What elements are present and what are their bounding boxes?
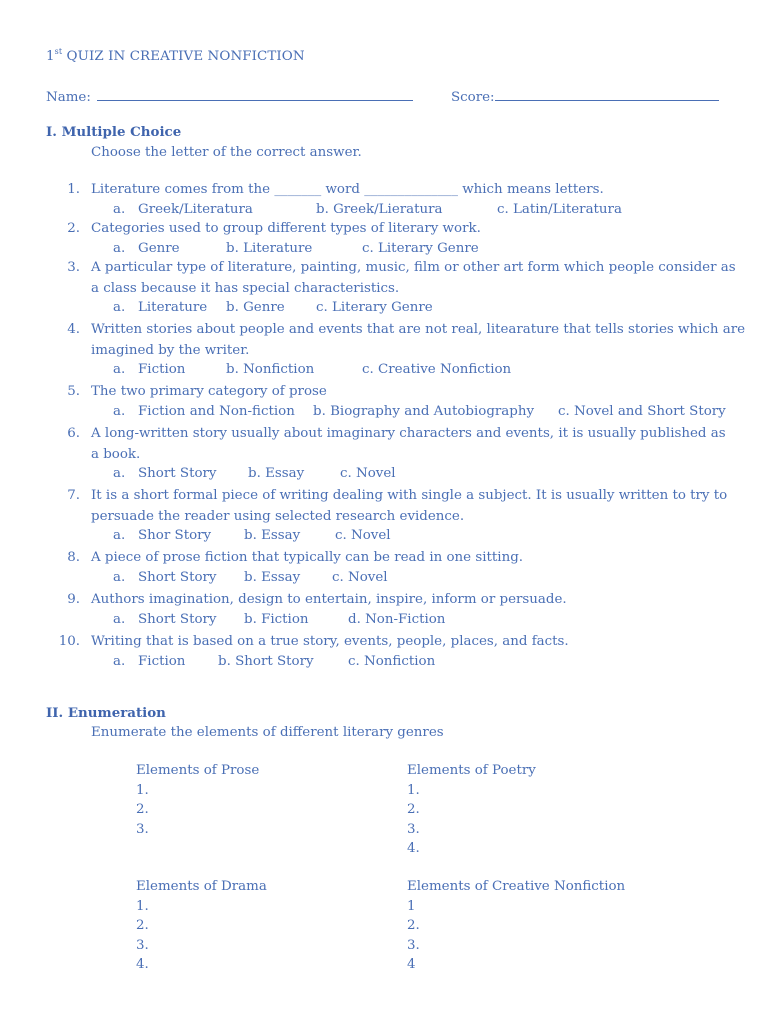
question-text: a class because it has special characteristics.	[91, 280, 400, 296]
answer-option: b. Literature	[226, 240, 313, 256]
question-number: 2.	[67, 221, 80, 236]
answer-option: b. Greek/Lieratura	[316, 201, 443, 217]
answer-option: a. Short Story	[113, 466, 217, 481]
enumeration-item: 3.	[136, 937, 149, 953]
answer-option: c. Literary Genre	[362, 240, 479, 256]
answer-option: b. Short Story	[218, 653, 314, 669]
question-text: persuade the reader using selected research evidence.	[91, 508, 465, 524]
enumeration-item: 3.	[407, 937, 420, 953]
answer-option: c. Novel	[332, 569, 388, 585]
question-number: 1.	[67, 182, 80, 197]
enumeration-item: 4	[407, 957, 416, 972]
question-text: a book.	[91, 446, 141, 462]
question-text: It is a short formal piece of writing dealing with single a subject. It is usually written to try to	[91, 488, 728, 503]
answer-option: a. Short Story	[113, 569, 217, 585]
answer-option: a. Literature	[113, 300, 208, 315]
enumeration-item: 2.	[136, 918, 149, 933]
enumeration-item: 2.	[407, 802, 420, 817]
answer-option: c. Novel	[335, 528, 391, 543]
enumeration-group-title: Elements of Drama	[136, 879, 267, 894]
enumeration-group-title: Elements of Poetry	[407, 763, 536, 778]
enumeration-item: 1.	[136, 782, 149, 798]
score-field	[451, 87, 719, 105]
answer-option: c. Nonfiction	[348, 653, 436, 669]
question-text: A long-written story usually about imaginary characters and events, it is usually published as	[91, 426, 726, 441]
answer-option: a. Genre	[113, 240, 180, 256]
score-blank-line	[495, 87, 719, 101]
enumeration-item: 1	[407, 898, 416, 914]
score-label: Score:	[451, 90, 495, 105]
enumeration-group-title: Elements of Creative Nonfiction	[407, 879, 626, 894]
section-2-instruction: Enumerate the elements of different literary genres	[91, 725, 444, 740]
answer-option: b. Fiction	[244, 611, 309, 627]
answer-option: b. Nonfiction	[226, 362, 315, 377]
enumeration-item: 4.	[407, 841, 420, 856]
question-number: 3.	[67, 260, 80, 275]
answer-option: c. Latin/Literatura	[497, 201, 622, 217]
answer-option: b. Biography and Autobiography	[313, 403, 535, 419]
question-text: A particular type of literature, painting, music, film or other art form which people consider as	[91, 260, 736, 275]
answer-option: a. Shor Story	[113, 528, 212, 543]
name-label: Name:	[46, 90, 91, 105]
answer-option: a. Short Story	[113, 611, 217, 627]
question-text: The two primary category of prose	[91, 384, 327, 399]
answer-option: c. Creative Nonfiction	[362, 362, 512, 377]
question-text: Writing that is based on a true story, events, people, places, and facts.	[91, 634, 569, 649]
enumeration-item: 2.	[407, 918, 420, 933]
enumeration-item: 3.	[407, 821, 420, 837]
answer-option: d. Non-Fiction	[348, 611, 446, 627]
answer-option: a. Fiction and Non-fiction	[113, 403, 295, 419]
answer-option: b. Essay	[244, 528, 301, 543]
question-number: 10.	[58, 634, 80, 649]
question-text: Authors imagination, design to entertain, inspire, inform or persuade.	[91, 592, 567, 607]
enumeration-item: 2.	[136, 802, 149, 817]
question-text: A piece of prose fiction that typically can be read in one sitting.	[91, 550, 524, 565]
answer-option: a. Fiction	[113, 653, 186, 669]
answer-option: b. Essay	[244, 569, 301, 585]
enumeration-item: 3.	[136, 821, 149, 837]
enumeration-item: 1.	[136, 898, 149, 914]
answer-option: b. Genre	[226, 300, 285, 315]
question-number: 7.	[67, 488, 80, 503]
question-number: 9.	[67, 592, 80, 607]
answer-option: b. Essay	[248, 466, 305, 481]
page-title: 1st QUIZ IN CREATIVE NONFICTION	[46, 47, 305, 64]
enumeration-item: 1.	[407, 782, 420, 798]
answer-option: a. Greek/Literatura	[113, 201, 253, 217]
enumeration-group-title: Elements of Prose	[136, 763, 260, 778]
enumeration-item: 4.	[136, 957, 149, 972]
question-number: 6.	[67, 426, 80, 441]
question-text: Categories used to group different types of literary work.	[91, 221, 481, 236]
answer-option: c. Novel and Short Story	[558, 403, 726, 419]
question-text: imagined by the writer.	[91, 342, 250, 358]
answer-option: c. Literary Genre	[316, 300, 433, 315]
question-number: 5.	[67, 384, 80, 399]
section-2-heading: II. Enumeration	[46, 705, 166, 721]
section-1-heading: I. Multiple Choice	[46, 124, 182, 140]
name-blank-line	[97, 87, 413, 101]
question-text: Literature comes from the _______ word ______________ which means letters.	[91, 182, 604, 197]
answer-option: c. Novel	[340, 466, 396, 481]
section-1-instruction: Choose the letter of the correct answer.	[91, 145, 362, 160]
answer-option: a. Fiction	[113, 362, 186, 377]
name-field	[46, 87, 413, 105]
question-text: Written stories about people and events that are not real, litearature that tells stories which are	[91, 322, 746, 337]
question-number: 4.	[67, 322, 80, 337]
question-number: 8.	[67, 550, 80, 565]
